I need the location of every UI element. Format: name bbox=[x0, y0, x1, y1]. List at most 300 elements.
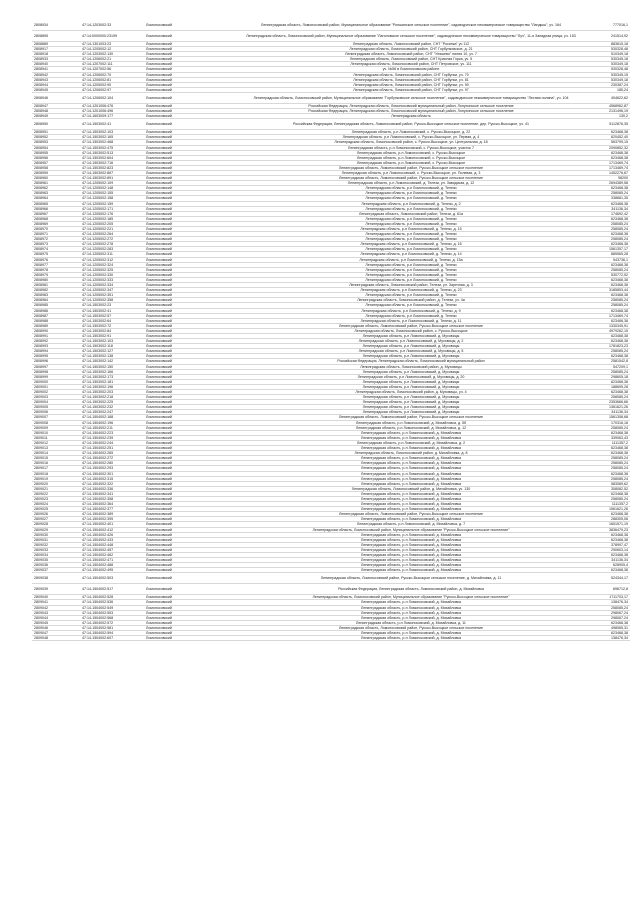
record-id-cell: 2808969 bbox=[32, 221, 80, 226]
record-id-cell: 2809032 bbox=[32, 542, 80, 547]
district-cell: Ломоносовский bbox=[144, 532, 238, 537]
record-id-cell: 2809010 bbox=[32, 430, 80, 435]
district-cell: Ломоносовский bbox=[144, 537, 238, 542]
district-cell: Ломоносовский bbox=[144, 415, 238, 420]
district-cell: Ломоносовский bbox=[144, 170, 238, 175]
cadastral-number-cell: 47:14-1205002:171 bbox=[80, 206, 144, 211]
district-cell: Ломоносовский bbox=[144, 395, 238, 400]
address-cell: Ленинградская область, Ломоносовский район, СНТ "Уляшево" линия 10, уч. 7 bbox=[238, 52, 584, 57]
cadastral-number-cell: 47:14-1504002:581 bbox=[80, 625, 144, 630]
record-id-cell: 2808964 bbox=[32, 196, 80, 201]
address-cell: Ленинградская область, р-н Ломоносовский, д. Михайловка bbox=[238, 636, 584, 641]
district-cell: Ломоносовский bbox=[144, 471, 238, 476]
record-id-cell: 2809025 bbox=[32, 507, 80, 512]
value-cell: 696712,8 bbox=[584, 584, 630, 595]
district-cell: Ломоносовский bbox=[144, 52, 238, 57]
value-cell: 623468,38 bbox=[584, 333, 630, 338]
district-cell: Ломоносовский bbox=[144, 257, 238, 262]
record-id-cell: 2808949 bbox=[32, 114, 80, 119]
value-cell: 258085,24 bbox=[584, 227, 630, 232]
district-cell: Ломоносовский bbox=[144, 610, 238, 615]
value-cell: 258085,24 bbox=[584, 298, 630, 303]
address-cell: Ленинградская область, р-н Ломоносовский, д. Михайловка bbox=[238, 600, 584, 605]
cadastral-number-cell: 47:14-1205002:325 bbox=[80, 267, 144, 272]
value-cell: 623468,38 bbox=[584, 537, 630, 542]
district-cell: Ломоносовский bbox=[144, 456, 238, 461]
value-cell: 170316,18 bbox=[584, 420, 630, 425]
district-cell: Ломоносовский bbox=[144, 502, 238, 507]
address-cell: Ленинградская область, р-н Ломоносовский, д. Михайловка bbox=[238, 435, 584, 440]
record-id-cell: 2808965 bbox=[32, 201, 80, 206]
district-cell: Ломоносовский bbox=[144, 221, 238, 226]
record-id-cell: 2808975 bbox=[32, 252, 80, 257]
record-id-cell: 2809006 bbox=[32, 410, 80, 415]
value-cell: 174692,42 bbox=[584, 211, 630, 216]
value-cell: 583089,62 bbox=[584, 481, 630, 486]
record-id-cell: 2808958 bbox=[32, 165, 80, 170]
district-cell: Ломоносовский bbox=[144, 481, 238, 486]
cadastral-number-cell: 47:14-1503002:247 bbox=[80, 410, 144, 415]
record-id-cell: 2808989 bbox=[32, 323, 80, 328]
cadastral-number-cell: 47:14-1504002:293 bbox=[80, 466, 144, 471]
district-cell: Ломоносовский bbox=[144, 135, 238, 140]
address-cell: Ленинградская область, р-н Ломоносовский, д. Телези bbox=[238, 272, 584, 277]
value-cell: 258085,24 bbox=[584, 456, 630, 461]
record-id-cell: 2809037 bbox=[32, 568, 80, 573]
cadastral-number-cell: 47:14-1504002:364 bbox=[80, 502, 144, 507]
cadastral-number-cell: 47:14-1205002:278 bbox=[80, 242, 144, 247]
address-cell: Ленинградская область, р-н Ломоносовский, д. Михайловка bbox=[238, 466, 584, 471]
record-id-cell: 2808997 bbox=[32, 364, 80, 369]
value-cell: 4979262,15 bbox=[584, 328, 630, 333]
address-cell: Ленинградская область, Ломоносовский район, с. Русско-Высоцкое bbox=[238, 328, 584, 333]
cadastral-number-cell: 47:14-1205002:264 bbox=[80, 232, 144, 237]
cadastral-number-cell: 47:14-1207002:111 bbox=[80, 62, 144, 67]
address-cell: Ленинградская область, р-н Ломоносовский, с. Русско-Высоцкое, ул. Первая, д. 4 bbox=[238, 135, 584, 140]
value-cell: 623468,38 bbox=[584, 130, 630, 135]
cadastral-number-cell: 47:14-1503002:103 bbox=[80, 130, 144, 135]
table-row bbox=[32, 119, 630, 130]
value-cell: 623468,38 bbox=[584, 262, 630, 267]
value-cell: 2694389,58 bbox=[584, 181, 630, 186]
value-cell: 258085,24 bbox=[584, 191, 630, 196]
value-cell: 543736,1 bbox=[584, 257, 630, 262]
address-cell: Ленинградская область, р-н Ломоносовский, д. Муховицы bbox=[238, 384, 584, 389]
value-cell: 498065,31 bbox=[584, 625, 630, 630]
cadastral-number-cell: 47:14-1503002:91 bbox=[80, 333, 144, 338]
cadastral-number-cell: 47:14-1201006:496 bbox=[80, 109, 144, 114]
record-id-cell: 2808959 bbox=[32, 170, 80, 175]
address-cell: Ленинградская область, Ломоносовский район, СНТ Горбунковское, д. 21 bbox=[238, 47, 584, 52]
district-cell: Ломоносовский bbox=[144, 216, 238, 221]
value-cell: 241514,92 bbox=[584, 31, 630, 42]
address-cell: Ленинградская область, р-н Ломоносовский, д. Михайловка bbox=[238, 496, 584, 501]
value-cell: 623468,38 bbox=[584, 186, 630, 191]
address-cell: Ленинградская область, р-н Ломоносовский, д. Михайловка bbox=[238, 471, 584, 476]
address-cell: Ленинградская область, Ломоносовский район, СНТ "Росинка" уч 112 bbox=[238, 42, 584, 47]
record-id-cell: 2809048 bbox=[32, 636, 80, 641]
record-id-cell: 2809036 bbox=[32, 563, 80, 568]
record-id-cell: 2809033 bbox=[32, 547, 80, 552]
cadastral-number-cell: 47:14-1503002:165 bbox=[80, 135, 144, 140]
value-cell: 623468,38 bbox=[584, 553, 630, 558]
record-id-cell: 2808942 bbox=[32, 72, 80, 77]
district-cell: Ломоносовский bbox=[144, 615, 238, 620]
cadastral-number-cell: 47:14-1503002:716 bbox=[80, 160, 144, 165]
value-cell: 1330345,91 bbox=[584, 323, 630, 328]
record-id-cell: 2808943 bbox=[32, 77, 80, 82]
address-cell: Ленинградская область, р-н Ломоносовский, д. Михайловка bbox=[238, 502, 584, 507]
district-cell: Ломоносовский bbox=[144, 451, 238, 456]
record-id-cell: 2808941 bbox=[32, 67, 80, 72]
record-id-cell: 2809014 bbox=[32, 451, 80, 456]
cadastral-number-cell: 47:14-1504002:401 bbox=[80, 522, 144, 527]
record-id-cell: 2809020 bbox=[32, 481, 80, 486]
district-cell: Ломоносовский bbox=[144, 196, 238, 201]
cadastral-number-cell: 47:14-1206002:81 bbox=[80, 77, 144, 82]
address-cell: Ленинградская область, р-н Ломоносовский, д. Михайловка bbox=[238, 547, 584, 552]
record-id-cell: 2808889 bbox=[32, 42, 80, 47]
address-cell: Ленинградская область, р-н Ломоносовский, д. Михайловка, д. 12 bbox=[238, 425, 584, 430]
record-id-cell: 2808993 bbox=[32, 344, 80, 349]
address-cell: Ленинградская область, р-н Ломоносовский, д. Михайловка bbox=[238, 537, 584, 542]
record-id-cell: 2809045 bbox=[32, 620, 80, 625]
value-cell: 308082,52 bbox=[584, 486, 630, 491]
cadastral-number-cell: 47:14-1504002:426 bbox=[80, 532, 144, 537]
value-cell: 341136,34 bbox=[584, 410, 630, 415]
value-cell: 1781823,23 bbox=[584, 344, 630, 349]
value-cell: 1713469,74 bbox=[584, 160, 630, 165]
cadastral-number-cell: 47:14-1504002:503 bbox=[80, 573, 144, 584]
cadastral-number-cell: 47:14-1205002:272 bbox=[80, 237, 144, 242]
record-id-cell: 2809015 bbox=[32, 456, 80, 461]
address-cell: Ленинградская область, р-н Ломоносовский, д. Телези, д. 9 bbox=[238, 308, 584, 313]
district-cell: Ломоносовский bbox=[144, 47, 238, 52]
cadastral-number-cell: 47:14-1503002:475 bbox=[80, 145, 144, 150]
address-cell: Ленинградская область, р-н Ломоносовский, д. Телези bbox=[238, 221, 584, 226]
record-id-cell: 2809005 bbox=[32, 405, 80, 410]
district-cell: Ломоносовский bbox=[144, 349, 238, 354]
district-cell: Ломоносовский bbox=[144, 82, 238, 87]
address-cell: Ленинградская область, р-н Ломоносовский, д. Телези, ул. Заводская, д. 12 bbox=[238, 181, 584, 186]
land-plot-table bbox=[32, 20, 630, 641]
cadastral-number-cell: 47:14-1503002:891 bbox=[80, 176, 144, 181]
address-cell: Ленинградская область, р-н Ломоносовский, д. Михайловка bbox=[238, 558, 584, 563]
district-cell: Ломоносовский bbox=[144, 369, 238, 374]
address-cell: Ленинградская область, р-н Ломоносовский, д. Телези bbox=[238, 267, 584, 272]
record-id-cell: 2809046 bbox=[32, 625, 80, 630]
address-cell: Ленинградская область, р-н Ломоносовский, д. Михайловка bbox=[238, 563, 584, 568]
address-cell: Ленинградская область, р-н Ломоносовский, д. Муховицы bbox=[238, 369, 584, 374]
district-cell: Ломоносовский bbox=[144, 42, 238, 47]
cadastral-number-cell: 47:14-1504002:488 bbox=[80, 563, 144, 568]
record-id-cell: 2809047 bbox=[32, 631, 80, 636]
record-id-cell: 2809021 bbox=[32, 486, 80, 491]
address-cell: Ленинградская область, р-н Ломоносовский, д. Телези, д. 15а bbox=[238, 257, 584, 262]
record-id-cell: 2808933 bbox=[32, 57, 80, 62]
record-id-cell: 2809042 bbox=[32, 605, 80, 610]
cadastral-number-cell: 47:14-1503002:23 bbox=[80, 303, 144, 308]
district-cell: Ломоносовский bbox=[144, 440, 238, 445]
record-id-cell: 2809029 bbox=[32, 527, 80, 532]
value-cell: 524344,17 bbox=[584, 573, 630, 584]
district-cell: Ломоносовский bbox=[144, 211, 238, 216]
value-cell: 298605,18 bbox=[584, 374, 630, 379]
address-cell: Ленинградская область bbox=[238, 114, 584, 119]
record-id-cell: 2808991 bbox=[32, 333, 80, 338]
value-cell: 1111357,2 bbox=[584, 502, 630, 507]
record-id-cell: 2808995 bbox=[32, 354, 80, 359]
address-cell: Ленинградская область, р-н Ломоносовский, д. Телези bbox=[238, 206, 584, 211]
address-cell: Ленинградская область, р-н Ломоносовский, д. Муховицы bbox=[238, 405, 584, 410]
cadastral-number-cell: 47:14-1205002:148 bbox=[80, 186, 144, 191]
record-id-cell: 2808961 bbox=[32, 181, 80, 186]
address-cell: Ленинградская область, р-н Ломоносовский, д. Телези bbox=[238, 186, 584, 191]
value-cell: 1713469,74 bbox=[584, 165, 630, 170]
district-cell: Ломоносовский bbox=[144, 191, 238, 196]
cadastral-number-cell: 47:14-1206002:104 bbox=[80, 92, 144, 103]
value-cell: 3836479,23 bbox=[584, 527, 630, 532]
address-cell: Российская Федерация, Ленинградская область, Ломоносовский муниципальный район, Лопухинское сельское поселение bbox=[238, 109, 584, 114]
record-id-cell: 2808971 bbox=[32, 232, 80, 237]
address-cell: Ленинградская область, р-н Ломоносовский, д. Телези, д. 11 bbox=[238, 318, 584, 323]
district-cell: Ломоносовский bbox=[144, 584, 238, 595]
value-cell: 404622,62 bbox=[584, 92, 630, 103]
cadastral-number-cell: 47:14-1206002:21 bbox=[80, 57, 144, 62]
cadastral-number-cell: 47:14-1206002:70 bbox=[80, 72, 144, 77]
cadastral-number-cell: 47:14-1205002:12 bbox=[80, 47, 144, 52]
address-cell: Ленинградская область, р-н Ломоносовский, д. Михайловка bbox=[238, 542, 584, 547]
address-cell: Ленинградская область, Ломоносовский район, Русско-Высоцкое сельское поселение bbox=[238, 323, 584, 328]
district-cell: Ломоносовский bbox=[144, 114, 238, 119]
address-cell: Ленинградская область, р-н Ломоносовский, д. Муховицы bbox=[238, 400, 584, 405]
cadastral-number-cell: 47:14-1205002:333 bbox=[80, 277, 144, 282]
address-cell: Российская Федерация, Ленинградская область, Ломоносовский район, Русско-Высоцкое сельское поселение, дер. Русско-Высоцкое, уч. 41 bbox=[238, 119, 584, 130]
value-cell: 623468,38 bbox=[584, 293, 630, 298]
district-cell: Ломоносовский bbox=[144, 272, 238, 277]
address-cell: Ленинградская область, р-н Ломоносовский, д. Телези bbox=[238, 247, 584, 252]
table-row bbox=[32, 584, 630, 595]
cadastral-number-cell: 47:14-1503002:64 bbox=[80, 318, 144, 323]
value-cell: 258085,24 bbox=[584, 237, 630, 242]
value-cell: 1561358,68 bbox=[584, 415, 630, 420]
district-cell: Ломоносовский bbox=[144, 313, 238, 318]
district-cell: Ломоносовский bbox=[144, 425, 238, 430]
cadastral-number-cell: 47:14-1205002:176 bbox=[80, 211, 144, 216]
record-id-cell: 2808955 bbox=[32, 150, 80, 155]
value-cell: 623468,38 bbox=[584, 232, 630, 237]
cadastral-number-cell: 47:14-1504002:462 bbox=[80, 553, 144, 558]
address-cell: Ленинградская область, р-н Ломоносовский, д. Михайловка bbox=[238, 456, 584, 461]
record-id-cell: 2809040 bbox=[32, 595, 80, 600]
cadastral-number-cell: 47:14-1503002:84 bbox=[80, 328, 144, 333]
value-cell: 1711703,17 bbox=[584, 595, 630, 600]
cadastral-number-cell: 47:14-1503002:468 bbox=[80, 140, 144, 145]
record-id-cell: 2808973 bbox=[32, 242, 80, 247]
district-cell: Ломоносовский bbox=[144, 563, 238, 568]
value-cell: 623468,38 bbox=[584, 491, 630, 496]
cadastral-number-cell: 47:14-1503002:218 bbox=[80, 395, 144, 400]
address-cell: Ленинградская область, р-н Ломоносовский, д. Михайловка bbox=[238, 610, 584, 615]
district-cell: Ломоносовский bbox=[144, 87, 238, 92]
district-cell: Ломоносовский bbox=[144, 605, 238, 610]
value-cell: 258085,24 bbox=[584, 496, 630, 501]
cadastral-number-cell: 47:14-1504002:211 bbox=[80, 425, 144, 430]
address-cell: Ленинградская область, р-н Ломоносовский, д. Телези bbox=[238, 232, 584, 237]
record-id-cell: 2809007 bbox=[32, 415, 80, 420]
address-cell: Ленинградская область, р-н Ломоносовский, д. Телези bbox=[238, 216, 584, 221]
value-cell: 339063,43 bbox=[584, 435, 630, 440]
record-id-cell: 2809013 bbox=[32, 446, 80, 451]
value-cell: 3185853,44 bbox=[584, 288, 630, 293]
record-id-cell: 2808981 bbox=[32, 283, 80, 288]
record-id-cell: 2808972 bbox=[32, 237, 80, 242]
district-cell: Ломоносовский bbox=[144, 130, 238, 135]
address-cell: Ленинградская область, р-н Ломоносовский, д. Телези, д. 2 bbox=[238, 201, 584, 206]
address-cell: Ленинградская область, Ломоносовский район, Муниципальное образование "Ропшинское сельское поселение", садоводческое некоммерческое товарищество "Ландыш", уч. 164 bbox=[238, 20, 584, 31]
cadastral-number-cell: 47:14-1504002:188 bbox=[80, 415, 144, 420]
cadastral-number-cell: 47:14-1504002:536 bbox=[80, 600, 144, 605]
address-cell: Ленинградская область, р-н Ломоносовский, д. Михайловка, д. 2 bbox=[238, 440, 584, 445]
district-cell: Ломоносовский bbox=[144, 339, 238, 344]
district-cell: Ломоносовский bbox=[144, 600, 238, 605]
value-cell: 510349,18 bbox=[584, 52, 630, 57]
record-id-cell: 2808956 bbox=[32, 155, 80, 160]
record-id-cell: 2808940 bbox=[32, 62, 80, 67]
record-id-cell: 2808984 bbox=[32, 298, 80, 303]
district-cell: Ломоносовский bbox=[144, 186, 238, 191]
district-cell: Ломоносовский bbox=[144, 522, 238, 527]
district-cell: Ломоносовский bbox=[144, 140, 238, 145]
address-cell: Ленинградская область, р-н Ломоносовский, д. Михайловка, д. 7 bbox=[238, 522, 584, 527]
district-cell: Ломоносовский bbox=[144, 303, 238, 308]
record-id-cell: 2808977 bbox=[32, 262, 80, 267]
cadastral-number-cell: 47:14-1504002:251 bbox=[80, 446, 144, 451]
district-cell: Ломоносовский bbox=[144, 181, 238, 186]
value-cell: 258085,24 bbox=[584, 466, 630, 471]
value-cell: 530328,48 bbox=[584, 67, 630, 72]
cadastral-number-cell: 47:14-1504002:412 bbox=[80, 527, 144, 532]
district-cell: Ломоносовский bbox=[144, 237, 238, 242]
cadastral-number-cell: 47:14-1504002:377 bbox=[80, 507, 144, 512]
district-cell: Ломоносовский bbox=[144, 620, 238, 625]
record-id-cell: 2809030 bbox=[32, 532, 80, 537]
district-cell: Ломоносовский bbox=[144, 288, 238, 293]
district-cell: Ломоносовский bbox=[144, 277, 238, 282]
address-cell: Ленинградская область, Ломоносовский район, Телези, д. 61а bbox=[238, 211, 584, 216]
record-id-cell: 2809024 bbox=[32, 502, 80, 507]
district-cell: Ломоносовский bbox=[144, 496, 238, 501]
table-row bbox=[32, 20, 630, 31]
value-cell: 623468,38 bbox=[584, 339, 630, 344]
district-cell: Ломоносовский bbox=[144, 103, 238, 108]
value-cell: 623468,38 bbox=[584, 308, 630, 313]
district-cell: Ломоносовский bbox=[144, 57, 238, 62]
address-cell: Ленинградская область, Ломоносовский район, Русско-Высоцкое сельское поселение bbox=[238, 625, 584, 630]
record-id-cell: 2809035 bbox=[32, 558, 80, 563]
address-cell: Ленинградская область, Ломоносовский район, Русско-Высоцкое сельское поселение, д. Михайловка, д. 11 bbox=[238, 573, 584, 584]
record-id-cell: 2809041 bbox=[32, 600, 80, 605]
district-cell: Ломоносовский bbox=[144, 527, 238, 532]
record-id-cell: 2809034 bbox=[32, 553, 80, 558]
value-cell: 298067,24 bbox=[584, 610, 630, 615]
address-cell: Ленинградская область, р-н Ломоносовский, д. Михайловка bbox=[238, 476, 584, 481]
record-id-cell: 2809000 bbox=[32, 379, 80, 384]
district-cell: Ломоносовский bbox=[144, 364, 238, 369]
record-id-cell: 2808974 bbox=[32, 247, 80, 252]
value-cell: 623468,38 bbox=[584, 512, 630, 517]
district-cell: Ломоносовский bbox=[144, 150, 238, 155]
record-id-cell: 2809008 bbox=[32, 420, 80, 425]
table-row bbox=[32, 636, 630, 641]
value-cell: 188695,28 bbox=[584, 384, 630, 389]
address-cell: Ленинградская область, р-н Ломоносовский, д. Телези bbox=[238, 191, 584, 196]
address-cell: Ленинградская область, р-н Ломоносовский, с. Русско-Высоцкое bbox=[238, 150, 584, 155]
record-id-cell: 2808960 bbox=[32, 176, 80, 181]
address-cell: Ленинградская область, р-н Ломоносовский, д. Михайловка bbox=[238, 615, 584, 620]
cadastral-number-cell: 47:14-1504002:301 bbox=[80, 471, 144, 476]
cadastral-number-cell: 47:14-1205002:358 bbox=[80, 298, 144, 303]
cadastral-number-cell: 47:14-1205002:109 bbox=[80, 181, 144, 186]
district-cell: Ломоносовский bbox=[144, 160, 238, 165]
address-cell: Ленинградская область, Ломоносовский район, д. Михайловка, уч. 130 bbox=[238, 486, 584, 491]
district-cell: Ломоносовский bbox=[144, 374, 238, 379]
value-cell: 563799,15 bbox=[584, 140, 630, 145]
address-cell: Российская Федерация, Ленинградская область, Ломоносовский район, д. Михайловка bbox=[238, 584, 584, 595]
cadastral-number-cell: 47:14-1203002:33 bbox=[80, 20, 144, 31]
district-cell: Ломоносовский bbox=[144, 206, 238, 211]
value-cell: 185,24 bbox=[584, 87, 630, 92]
district-cell: Ломоносовский bbox=[144, 328, 238, 333]
value-cell: 777016,1 bbox=[584, 20, 630, 31]
record-id-cell: 2808946 bbox=[32, 92, 80, 103]
value-cell: 130,2 bbox=[584, 114, 630, 119]
cadastral-number-cell: 47:14-1504002:572 bbox=[80, 620, 144, 625]
cadastral-number-cell: 47:14-1504002:272 bbox=[80, 456, 144, 461]
cadastral-number-cell: 47:14-1504002:594 bbox=[80, 631, 144, 636]
district-cell: Ломоносовский bbox=[144, 242, 238, 247]
address-cell: Ленинградская область, р-н Ломоносовский, д. Муховицы bbox=[238, 395, 584, 400]
cadastral-number-cell: 47:14-1504002:265 bbox=[80, 451, 144, 456]
district-cell: Ломоносовский bbox=[144, 298, 238, 303]
cadastral-number-cell: 47:14-1205002:351 bbox=[80, 293, 144, 298]
address-cell: Ленинградская область, Ломоносовский район, Русско-Высоцкое сельское поселение bbox=[238, 165, 584, 170]
district-cell: Ломоносовский bbox=[144, 405, 238, 410]
address-cell: Ленинградская область, р-н Ломоносовский, д. Телези bbox=[238, 262, 584, 267]
record-id-cell: 2808967 bbox=[32, 211, 80, 216]
value-cell: 623468,38 bbox=[584, 568, 630, 573]
record-id-cell: 2808992 bbox=[32, 339, 80, 344]
cadastral-number-cell: 47:14-1503002:41 bbox=[80, 119, 144, 130]
cadastral-number-cell: 47:14-1205002:324 bbox=[80, 262, 144, 267]
address-cell: Ленинградская область, р-н Ломоносовский, д. Телези bbox=[238, 277, 584, 282]
address-cell: Ленинградская область, р-н Ломоносовский, д. Михайловка bbox=[238, 517, 584, 522]
district-cell: Ломоносовский bbox=[144, 476, 238, 481]
value-cell: 258085,24 bbox=[584, 369, 630, 374]
value-cell: 623468,38 bbox=[584, 318, 630, 323]
record-id-cell: 2808947 bbox=[32, 103, 80, 108]
value-cell: 1561621,26 bbox=[584, 507, 630, 512]
address-cell: Ленинградская область, р-н Ломоносовский, с. Русско-Высоцкое bbox=[238, 160, 584, 165]
cadastral-number-cell: 47:14:0000000:23199 bbox=[80, 31, 144, 42]
cadastral-number-cell: 47:14-1503002:118 bbox=[80, 344, 144, 349]
value-cell: 230387,24 bbox=[584, 82, 630, 87]
district-cell: Ломоносовский bbox=[144, 293, 238, 298]
record-id-cell: 2808980 bbox=[32, 277, 80, 282]
record-id-cell: 2808948 bbox=[32, 109, 80, 114]
address-cell: Ленинградская область, р-н Ломоносовский, д. Муховицы, д. 5 bbox=[238, 349, 584, 354]
cadastral-number-cell: 47:14-1603009:177 bbox=[80, 114, 144, 119]
